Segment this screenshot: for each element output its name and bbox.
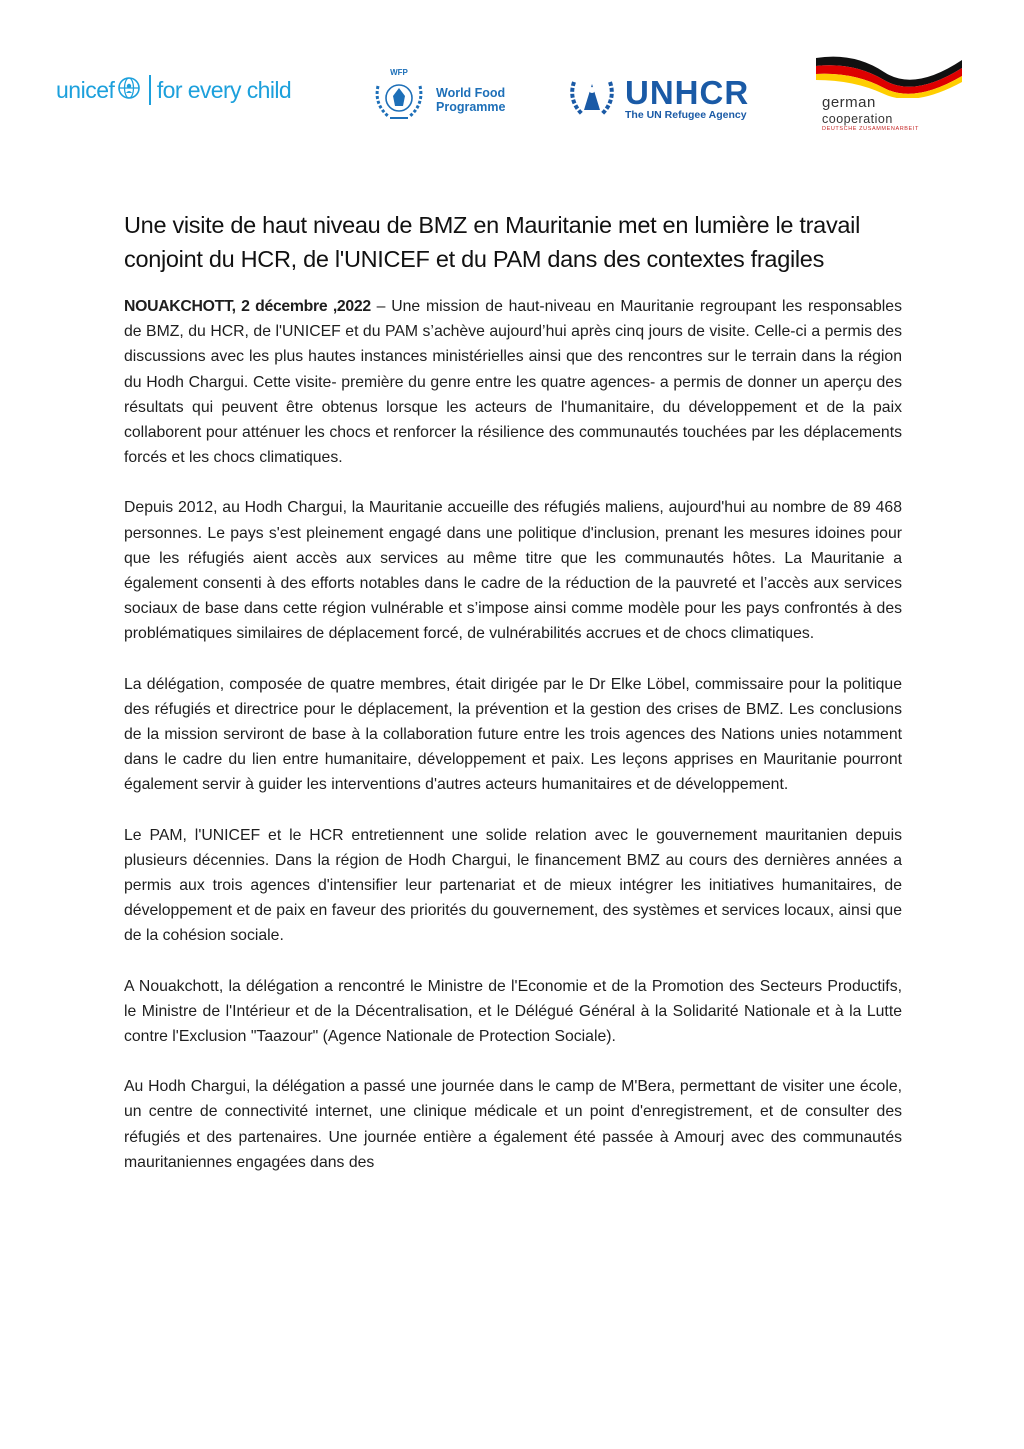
wfp-name-line2: Programme xyxy=(436,99,506,114)
svg-text:WFP: WFP xyxy=(390,68,408,77)
body-paragraph: Le PAM, l'UNICEF et le HCR entretiennent une solide relation avec le gouvernement mauritanien depuis plusieurs décennies. Dans la région de Hodh Chargui, le financement BMZ au cours des dernières années a permis aux trois agences d'intensifier leur partenariat et de mieux intégrer les initiatives humanitaires, de développement et de paix en faveur des priorités du gouvernement, des systèmes et services locaux, ainsi que de la cohésion sociale. xyxy=(124,826,902,945)
wfp-logo xyxy=(368,66,505,133)
article-title: Une visite de haut niveau de BMZ en Mauritanie met en lumière le travail conjoint du HCR, de l'UNICEF et du PAM dans des contextes fragiles xyxy=(124,212,861,272)
german-cooperation-line3: DEUTSCHE ZUSAMMENARBEIT xyxy=(822,126,919,132)
german-cooperation-line1: german xyxy=(822,94,876,111)
german-cooperation-logo xyxy=(814,50,964,140)
wfp-emblem-icon xyxy=(368,66,430,133)
body-paragraph: La délégation, composée de quatre membres, était dirigée par le Dr Elke Löbel, commissaire pour la politique des réfugiés et directrice pour le déplacement, la prévention et la gestion des crises de BMZ. Les conclusions de la mission serviront de base à la collaboration future entre les trois agences des Nations unies notamment dans le cadre du lien entre humanitaire, développement et paix. Les leçons apprises en Mauritanie pourront également servir à guider les interventions d'autres acteurs humanitaires et de développement. xyxy=(124,675,902,794)
unhcr-text xyxy=(625,73,750,122)
unicef-tagline: for every child xyxy=(156,76,292,103)
unhcr-logo xyxy=(566,74,749,125)
logo-bar xyxy=(0,0,1024,150)
dateline: NOUAKCHOTT, 2 décembre ,2022 xyxy=(124,298,371,315)
lead-paragraph xyxy=(124,294,902,470)
lead-text: – Une mission de haut-niveau en Mauritanie regroupant les responsables de BMZ, du HCR, de l'UNICEF et du PAM s’achève aujourd’hui après cinq jours de visite. Celle-ci a permis des discussions avec les plus hautes instances ministérielles ainsi que des rencontres sur le terrain dans la région du Hodh Chargui. Cette visite- première du genre entre les quatre agences- a permis de donner un aperçu des résultats qui peuvent être obtenus lorsque les acteurs de l'humanitaire, du développement et de la paix collaborent pour atténuer les chocs et renforcer la résilience des communautés touchées par les déplacements forcés et les chocs climatiques. xyxy=(124,298,902,467)
wfp-name xyxy=(436,86,505,114)
unhcr-emblem-icon xyxy=(566,74,618,125)
unhcr-tagline: The UN Refugee Agency xyxy=(625,108,747,121)
german-flag-wave-icon xyxy=(814,50,964,98)
body-paragraph: Depuis 2012, au Hodh Chargui, la Mauritanie accueille des réfugiés maliens, aujourd'hui au nombre de 89 468 personnes. Le pays s'est pleinement engagé dans une politique d'inclusion, prenant les mesures idoines pour que les réfugiés aient accès aux services au même titre que les communautés hôtes. La Mauritanie a également consenti à des efforts notables dans le cadre de la réduction de la pauvreté et l’accès aux services sociaux de base dans cette région vulnérable et s’impose ainsi comme modèle pour les pays confrontés à des problématiques similaires de déplacement forcé, de vulnérabilités accrues et de chocs climatiques. xyxy=(124,499,902,643)
unhcr-name: UNHCR xyxy=(625,73,750,111)
unicef-separator xyxy=(149,75,151,105)
body-paragraph: A Nouakchott, la délégation a rencontré le Ministre de l'Economie et de la Promotion des Secteurs Productifs, le Ministre de l'Intérieur et de la Décentralisation, et le Délégué Général à la Solidarité Nationale et à la Lutte contre l'Exclusion "Taazour" (Agence Nationale de Protection Sociale). xyxy=(124,977,902,1046)
unicef-globe-icon xyxy=(117,76,141,105)
german-cooperation-line2: cooperation xyxy=(822,112,893,126)
wfp-name-line1: World Food xyxy=(436,85,506,100)
unicef-wordmark: unicef xyxy=(56,76,115,103)
unicef-logo xyxy=(56,72,291,108)
body-paragraph: Au Hodh Chargui, la délégation a passé une journée dans le camp de M'Bera, permettant de visiter une école, un centre de connectivité internet, une clinique médicale et un point d'enregistrement, et de consulter des réfugiés et des partenaires. Une journée entière a également été passée à Amourj avec des communautés mauritaniennes engagées dans des xyxy=(124,1078,902,1171)
article xyxy=(124,208,902,1175)
